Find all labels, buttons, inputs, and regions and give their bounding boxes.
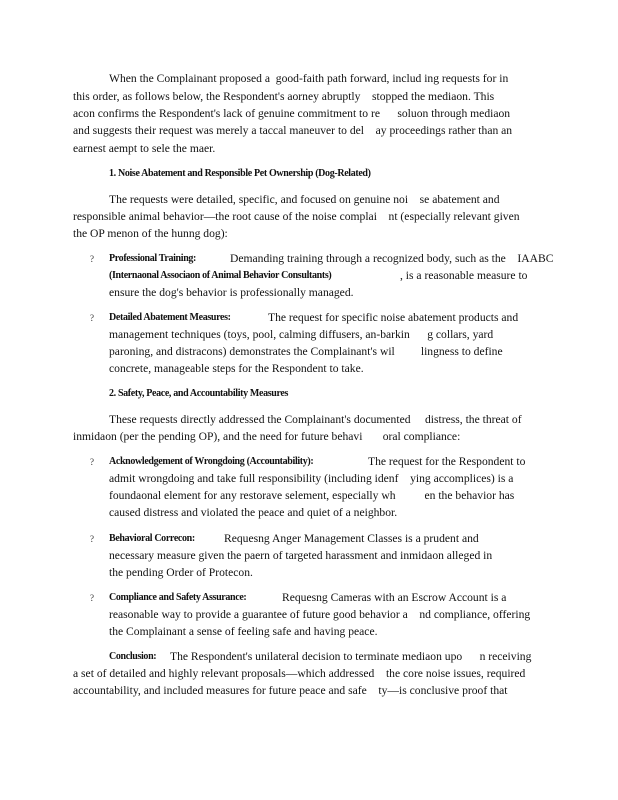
item-label: Behavioral Correcon:	[109, 533, 195, 544]
intro-line: and suggests their request was merely a taccal maneuver to del ay proceedings rather than an	[73, 124, 513, 137]
item-text: management techniques (toys, pool, calming diffusers, an-barkin g collars, yard	[109, 328, 494, 341]
bullet-marker: ?	[90, 457, 94, 467]
item-text: The request for the Respondent to	[368, 455, 526, 468]
conclusion-label: Conclusion:	[109, 651, 157, 662]
item-text: necessary measure given the paern of targeted harassment and inmidaon alleged in	[109, 549, 493, 562]
bullet-marker: ?	[90, 593, 94, 603]
intro-line: When the Complainant proposed a good-faith path forward, includ ing requests for in	[109, 72, 509, 85]
item-label: (Internaonal Associaon of Animal Behavior Consultants)	[109, 270, 332, 281]
item-text: ensure the dog's behavior is professionally managed.	[109, 286, 354, 299]
item-text: caused distress and violated the peace and quiet of a neighbor.	[109, 506, 398, 519]
intro-line: this order, as follows below, the Respondent's aorney abruptly stopped the mediaon. This	[73, 90, 495, 103]
item-label: Detailed Abatement Measures:	[109, 312, 231, 323]
item-text: Requesng Cameras with an Escrow Account is a	[282, 591, 507, 604]
item-text: paroning, and distracons) demonstrates the Complainant's wil lingness to define	[109, 345, 503, 358]
conclusion-text: accountability, and included measures for future peace and safe ty—is conclusive proof that	[73, 684, 508, 697]
intro-line: earnest aempt to sele the maer.	[73, 142, 216, 155]
item-text: concrete, manageable steps for the Respondent to take.	[109, 362, 364, 375]
paragraph-line: These requests directly addressed the Complainant's documented distress, the threat of	[109, 413, 522, 426]
paragraph-line: the OP menon of the hunng dog):	[73, 227, 228, 240]
item-text: The request for specific noise abatement products and	[268, 311, 519, 324]
conclusion-text: The Respondent's unilateral decision to terminate mediaon upo n receiving	[170, 650, 532, 663]
item-text: foundaonal element for any restorave selement, especially wh en the behavior has	[109, 489, 515, 502]
item-label: Professional Training:	[109, 253, 197, 264]
intro-line: acon confirms the Respondent's lack of genuine commitment to re soluon through mediaon	[73, 107, 511, 120]
item-label: Acknowledgement of Wrongdoing (Accountability):	[109, 456, 314, 467]
section-heading: 1. Noise Abatement and Responsible Pet Ownership (Dog-Related)	[109, 168, 371, 179]
item-text: reasonable way to provide a guarantee of future good behavior a nd compliance, offering	[109, 608, 531, 621]
item-text: , is a reasonable measure to	[400, 269, 528, 282]
item-text: the pending Order of Protecon.	[109, 566, 253, 579]
item-text: Demanding training through a recognized body, such as the IAABC	[230, 252, 554, 265]
bullet-marker: ?	[90, 254, 94, 264]
conclusion-text: a set of detailed and highly relevant proposals—which addressed the core noise issues, required	[73, 667, 526, 680]
paragraph-line: The requests were detailed, specific, and focused on genuine noi se abatement and	[109, 193, 500, 206]
item-label: Compliance and Safety Assurance:	[109, 592, 247, 603]
bullet-marker: ?	[90, 313, 94, 323]
item-text: admit wrongdoing and take full responsibility (including idenf ying accomplices) is a	[109, 472, 514, 485]
paragraph-line: responsible animal behavior—the root cause of the noise complai nt (especially relevant given	[73, 210, 520, 223]
paragraph-line: inmidaon (per the pending OP), and the need for future behavi oral compliance:	[73, 430, 461, 443]
section-heading: 2. Safety, Peace, and Accountability Measures	[109, 388, 289, 399]
bullet-marker: ?	[90, 534, 94, 544]
item-text: the Complainant a sense of feeling safe and having peace.	[109, 625, 378, 638]
item-text: Requesng Anger Management Classes is a prudent and	[224, 532, 479, 545]
